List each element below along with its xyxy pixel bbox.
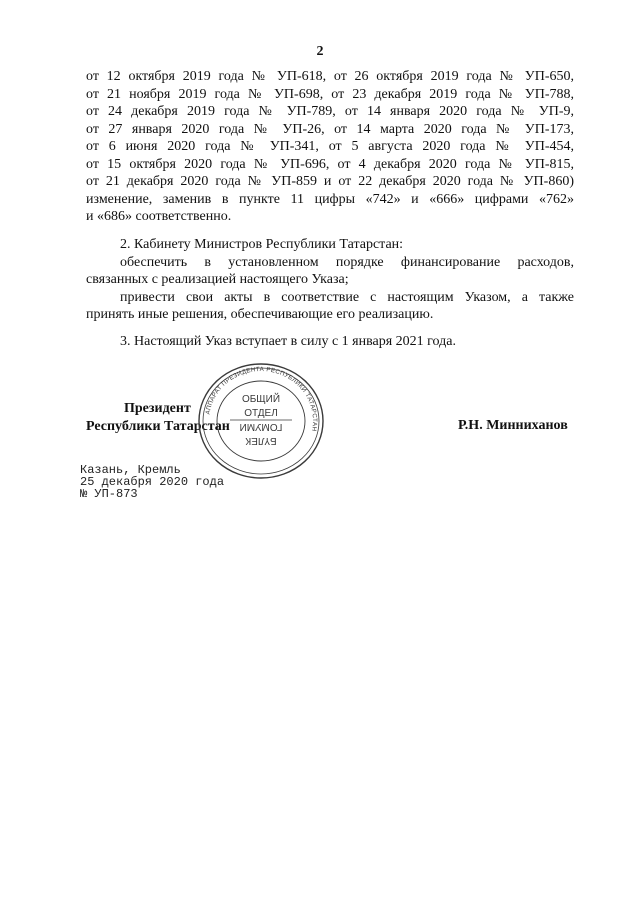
- text-line: от 27 января 2020 года № УП-26, от 14 марта 2020 года № УП-173,: [86, 121, 574, 137]
- text-line: 2. Кабинету Министров Республики Татарстан:: [120, 237, 404, 252]
- document-footer: [80, 464, 224, 500]
- paragraph-effective-date: [86, 333, 574, 351]
- stamp-middle-line: ОТДЕЛ: [244, 408, 278, 419]
- signature-title-line2: Республики Татарстан: [86, 419, 230, 434]
- text-line: от 21 декабря 2020 года № УП-859 и от 22 декабря 2020 года № УП-860): [86, 174, 574, 189]
- paragraph-cabinet: [86, 236, 574, 324]
- text-line: от 15 октября 2020 года № УП-696, от 4 декабря 2020 года № УП-815,: [86, 156, 574, 172]
- stamp-top-line: ОБЩИЙ: [241, 394, 281, 405]
- text-line: от 21 ноября 2019 года № УП-698, от 23 декабря 2019 года № УП-788,: [86, 86, 574, 102]
- text-line: от 24 декабря 2019 года № УП-789, от 14 января 2020 года № УП-9,: [86, 104, 574, 119]
- text-line: обеспечить в установленном порядке финансирование расходов,: [120, 254, 574, 270]
- text-line: принять иные решения, обеспечивающие его реализацию.: [86, 307, 434, 322]
- stamp-bottom-line2: ГОМУМИ: [239, 421, 283, 432]
- footer-place: Казань, Кремль: [80, 463, 181, 477]
- stamp-ring-text: АППАРАТ ПРЕЗИДЕНТА РЕСПУБЛИКИ ТАТАРСТАН: [204, 365, 319, 432]
- text-line: привести свои акты в соответствие с настоящим Указом, а также: [120, 289, 574, 305]
- official-stamp: [196, 362, 326, 480]
- text-line: 3. Настоящий Указ вступает в силу с 1 января 2021 года.: [120, 334, 456, 349]
- footer-number: № УП-873: [80, 487, 138, 501]
- text-line: и «686» соответственно.: [86, 209, 232, 224]
- text-line: связанных с реализацией настоящего Указа;: [86, 272, 349, 287]
- page-number: 2: [316, 44, 324, 59]
- text-line: изменение, заменив в пункте 11 цифры «742» и «666» цифрами «762»: [86, 191, 574, 207]
- stamp-bottom-line1: БҮЛЕК: [245, 435, 277, 446]
- paragraph-amendments: [86, 68, 574, 226]
- text-line: от 12 октября 2019 года № УП-618, от 26 октября 2019 года № УП-650,: [86, 69, 574, 84]
- footer-date: 25 декабря 2020 года: [80, 475, 225, 489]
- text-line: от 6 июня 2020 года № УП-341, от 5 августа 2020 года № УП-454,: [86, 139, 574, 154]
- signature-title-line1: Президент: [124, 401, 191, 416]
- signatory-name: Р.Н. Минниханов: [458, 418, 568, 433]
